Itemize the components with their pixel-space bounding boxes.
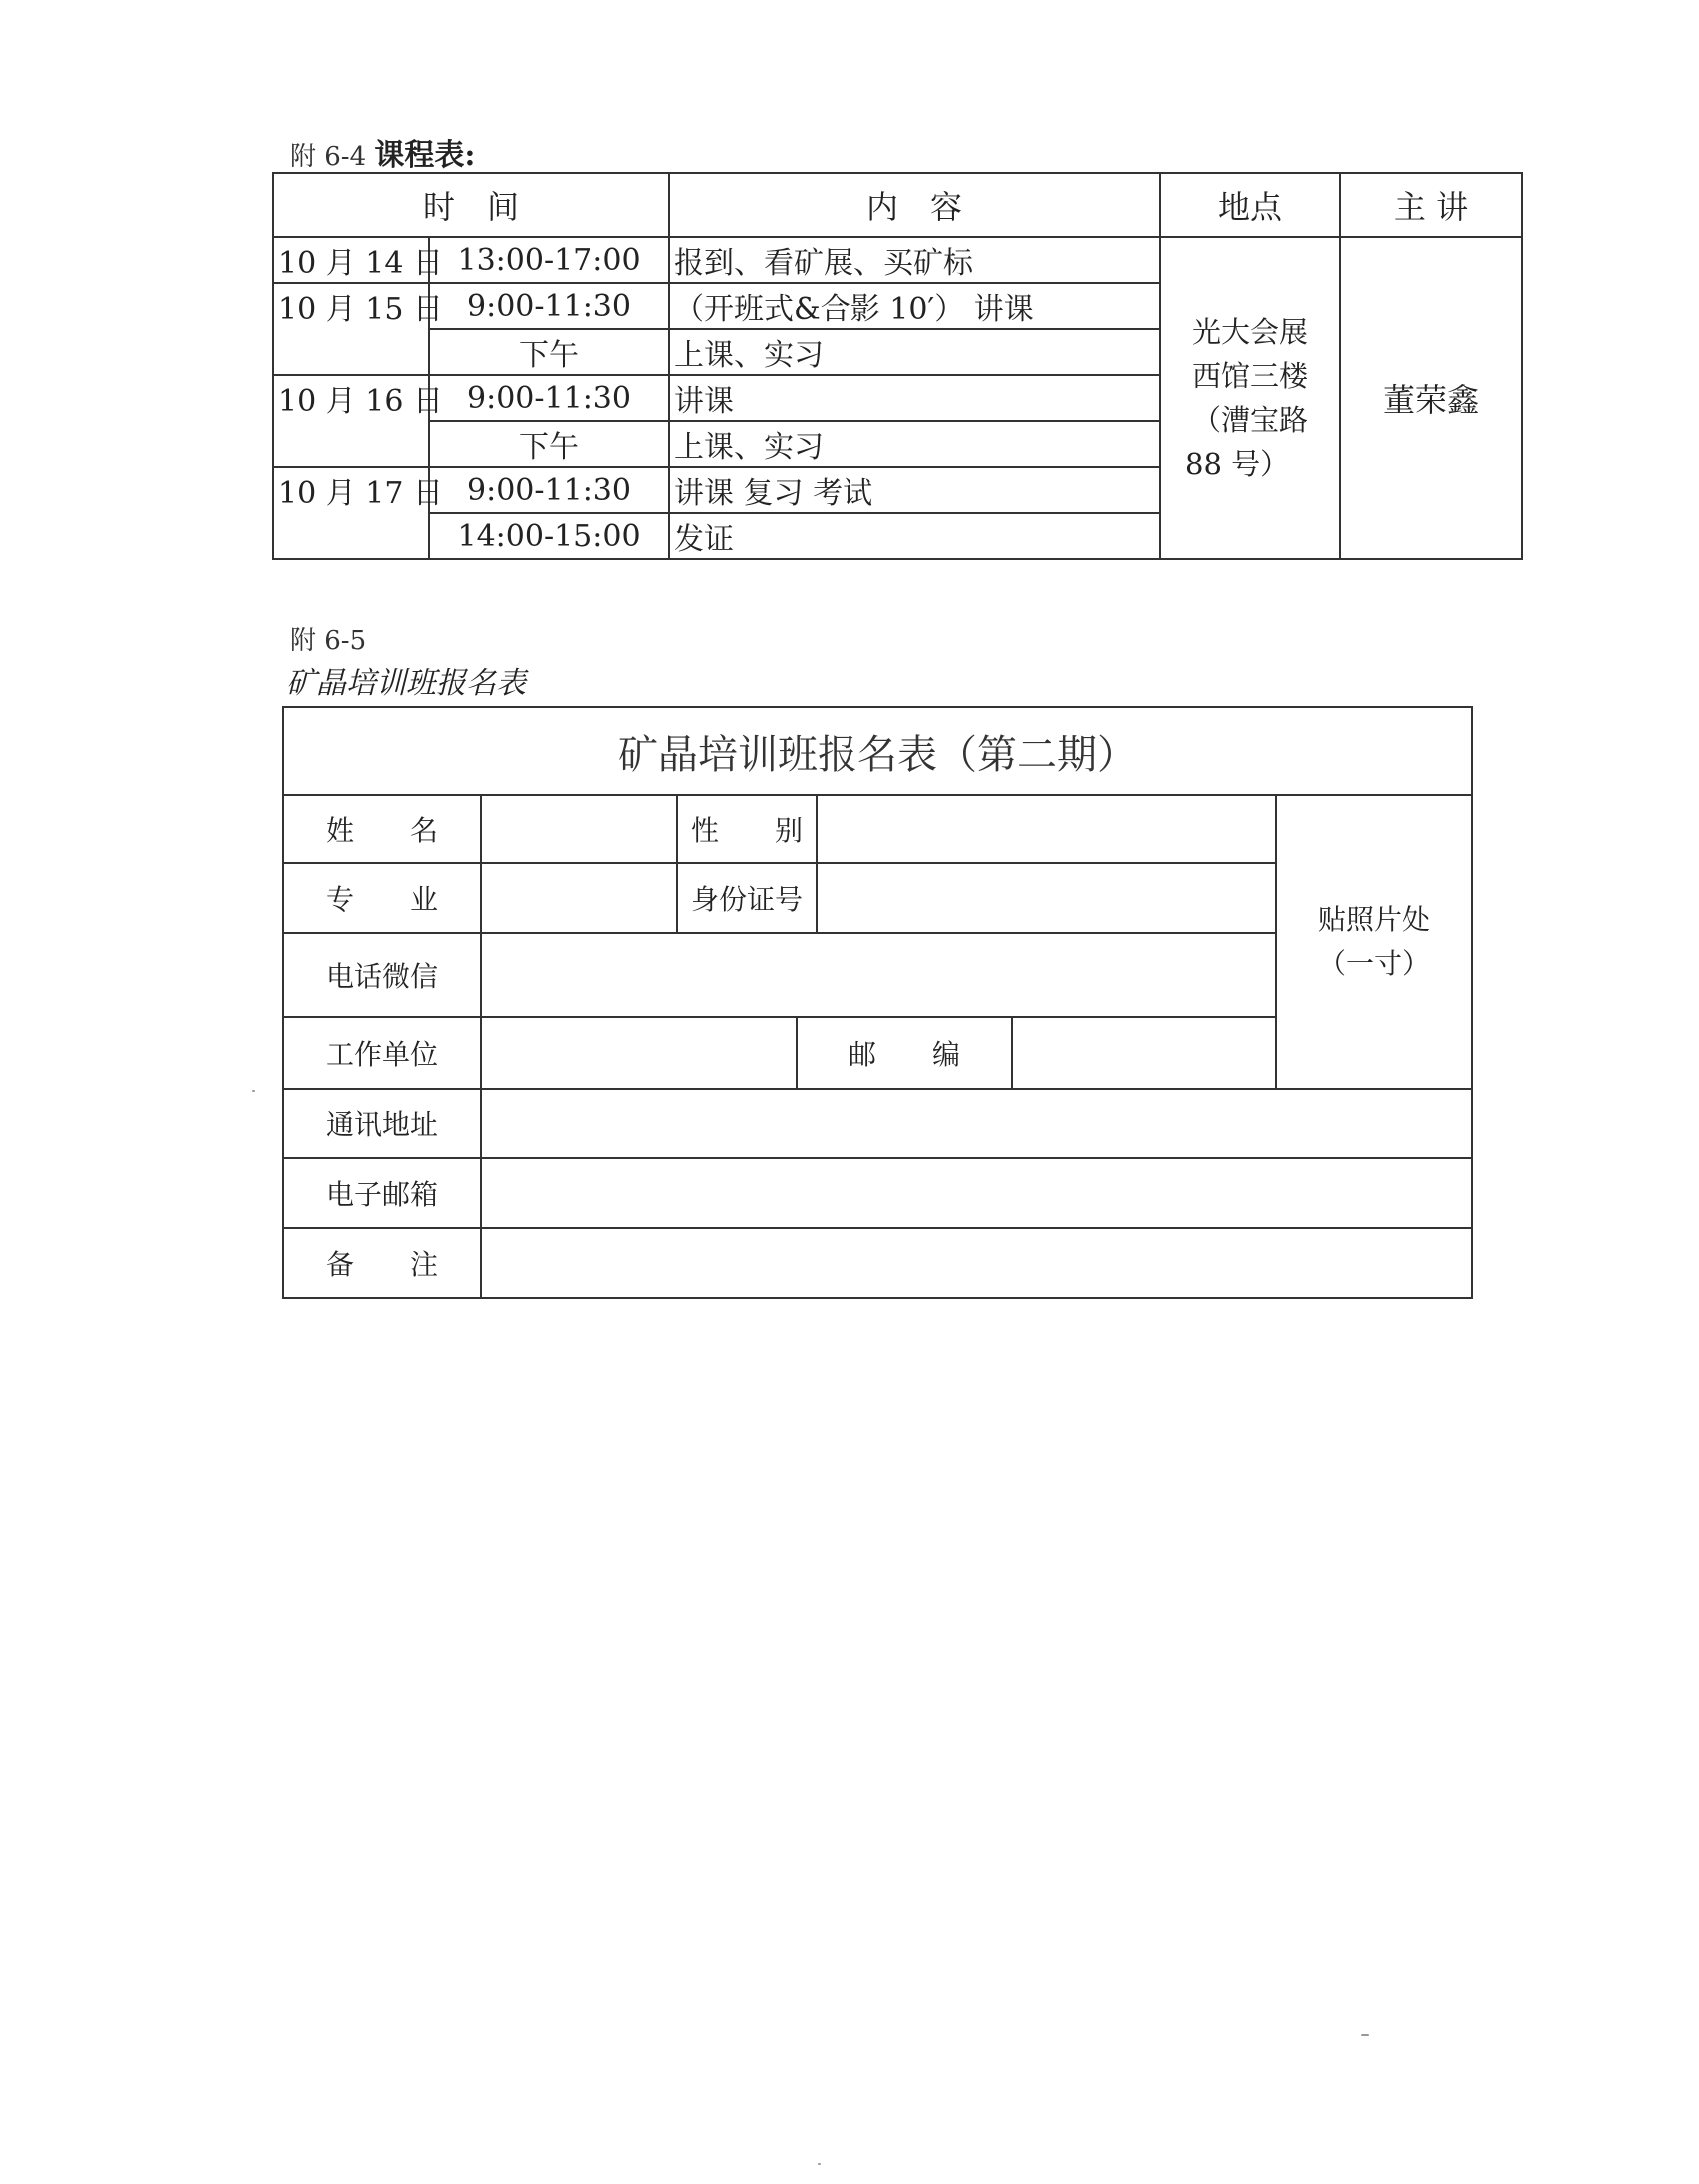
email-field[interactable] [481,1158,1472,1228]
label-work-unit: 工作单位 [283,1017,481,1089]
scan-speck [252,1090,255,1092]
postcode-field[interactable] [1012,1017,1276,1089]
time-cell: 9:00-11:30 [429,375,669,421]
scan-speck [1361,2034,1369,2036]
place-line: 光大会展 [1192,315,1309,349]
label-name: 姓 名 [283,795,481,863]
schedule-table [272,172,1523,560]
schedule-header-row [273,173,1522,237]
date-cell: 10 月 14 日 [273,237,429,283]
name-field[interactable] [481,795,677,863]
header-place: 地点 [1160,173,1340,237]
form-title-row [283,707,1472,795]
form-row [283,1158,1472,1228]
gender-field[interactable] [817,795,1276,863]
header-time: 时 间 [273,173,669,237]
content-cell: 讲课 复习 考试 [669,467,1160,513]
label-major: 专 业 [283,863,481,933]
major-field[interactable] [481,863,677,933]
form-title: 矿晶培训班报名表（第二期） [283,707,1472,795]
time-cell: 下午 [429,421,669,467]
time-cell: 9:00-11:30 [429,283,669,329]
address-field[interactable] [481,1089,1472,1158]
place-cell [1160,237,1340,559]
label-email: 电子邮箱 [283,1158,481,1228]
photo-size: （一寸） [1318,947,1431,980]
content-cell: 上课、实习 [669,329,1160,375]
label-phone-wechat: 电话微信 [283,933,481,1017]
label-remarks: 备 注 [283,1228,481,1298]
time-cell: 14:00-15:00 [429,513,669,559]
schedule-caption [290,130,475,174]
label-gender: 性 别 [677,795,817,863]
remarks-field[interactable] [481,1228,1472,1298]
form-row [283,1228,1472,1298]
content-cell: （开班式&合影 10′） 讲课 [669,283,1160,329]
lecturer-cell: 董荣鑫 [1340,237,1522,559]
date-cell: 10 月 16 日 [273,375,429,467]
label-id-number: 身份证号 [677,863,817,933]
schedule-caption-title: 课程表: [374,138,476,173]
scan-speck [818,2163,821,2165]
time-cell: 下午 [429,329,669,375]
date-cell: 10 月 17 日 [273,467,429,559]
phone-wechat-field[interactable] [481,933,1276,1017]
photo-label: 贴照片处 [1318,903,1431,936]
header-content: 内 容 [669,173,1160,237]
schedule-caption-prefix: 附 6-4 [290,142,367,172]
label-address: 通讯地址 [283,1089,481,1158]
form-row [283,1089,1472,1158]
form-row [283,795,1472,863]
date-cell: 10 月 15 日 [273,283,429,375]
content-cell: 上课、实习 [669,421,1160,467]
label-postcode: 邮 编 [797,1017,1012,1089]
registration-form [282,706,1473,1299]
schedule-row [273,237,1522,283]
time-cell: 9:00-11:30 [429,467,669,513]
form-caption-prefix: 附 6-5 [290,626,367,656]
header-lecturer: 主 讲 [1340,173,1522,237]
place-line: 88 号） [1185,447,1290,481]
place-line: （漕宝路 [1192,403,1309,437]
content-cell: 讲课 [669,375,1160,421]
id-number-field[interactable] [817,863,1276,933]
photo-placeholder[interactable] [1276,795,1472,1089]
place-line: 西馆三楼 [1192,359,1309,393]
time-cell: 13:00-17:00 [429,237,669,283]
content-cell: 发证 [669,513,1160,559]
form-caption-title: 矿晶培训班报名表 [286,666,526,701]
content-cell: 报到、看矿展、买矿标 [669,237,1160,283]
work-unit-field[interactable] [481,1017,797,1089]
